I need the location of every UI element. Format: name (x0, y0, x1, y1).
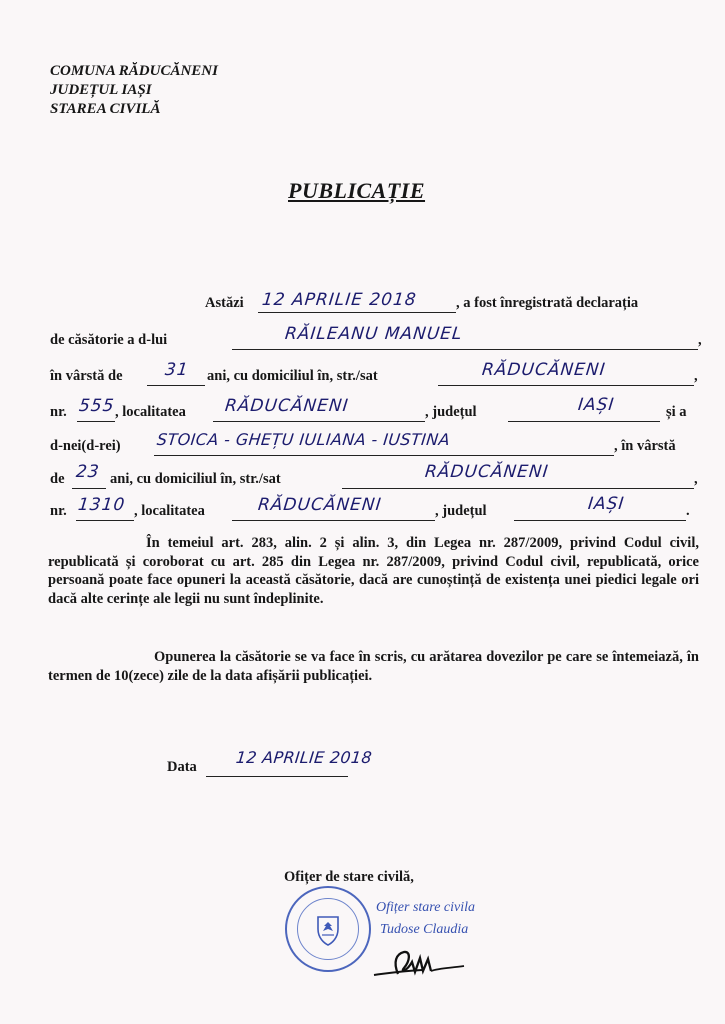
bride-judet-line (514, 520, 686, 521)
groom-judet-line (508, 421, 660, 422)
date-handwritten: 12 APRILIE 2018 (235, 748, 373, 767)
astazi-line (258, 312, 456, 313)
groom-name-handwritten: RĂILEANU MANUEL (283, 324, 464, 344)
bride-name-handwritten: STOICA - GHEȚU IULIANA - IUSTINA (156, 430, 452, 449)
bride-age-handwritten: 23 (74, 462, 101, 482)
legal-paragraph-1: În temeiul art. 283, alin. 2 și alin. 3, din Legea nr. 287/2009, privind Codul civil, republicată și coroborat cu art. 285 din Legea nr. 287/2009, privind Codul civil, republicată, orice persoană poate face opuneri la această căsătorie, dacă are cunoștință de existența unei piedici legale ori dacă alte cerințe ale legii nu sunt îndeplinite. (48, 535, 699, 607)
date-line (206, 776, 348, 777)
officer-label: Ofițer de stare civilă, (284, 869, 414, 885)
document-title: PUBLICAȚIE (288, 178, 426, 203)
date-label: Data (167, 759, 197, 775)
bride-localitatea-label: , localitatea (134, 503, 205, 519)
si-a-label: și a (666, 404, 687, 420)
bride-nr-handwritten: 1310 (76, 495, 127, 515)
bride-judet-handwritten: IAȘI (586, 494, 626, 514)
groom-village-line (438, 385, 694, 386)
groom-village-comma: , (694, 368, 698, 384)
bride-age-line (72, 488, 106, 489)
astazi-label: Astăzi (205, 295, 244, 311)
groom-age-handwritten: 31 (163, 360, 190, 380)
groom-village-handwritten: RĂDUCĂNENI (480, 360, 607, 380)
bride-judet-period: . (686, 503, 690, 519)
astazi-suffix: , a fost înregistrată declarația (456, 295, 639, 311)
header-county: JUDEȚUL IAȘI (50, 82, 152, 98)
groom-nr-label: nr. (50, 404, 67, 420)
stamp-officer-title: Ofițer stare civila (376, 900, 476, 915)
groom-line-comma: , (698, 332, 702, 348)
groom-localitatea-label: , localitatea (115, 404, 186, 420)
bride-label: d-nei(d-rei) (50, 438, 121, 454)
bride-village-handwritten: RĂDUCĂNENI (423, 462, 550, 482)
bride-village-comma: , (694, 471, 698, 487)
groom-age-suffix: ani, cu domiciliul în, str./sat (207, 368, 378, 384)
bride-nr-line (76, 520, 134, 521)
groom-nr-handwritten: 555 (77, 396, 116, 416)
groom-nr-line (77, 421, 115, 422)
bride-village-line (342, 488, 694, 489)
bride-line (154, 455, 614, 456)
groom-age-line (147, 385, 205, 386)
groom-judet-handwritten: IAȘI (576, 395, 616, 415)
stamp-officer-name: Tudose Claudia (380, 922, 469, 937)
groom-localitatea-line (213, 421, 425, 422)
astazi-date-handwritten: 12 APRILIE 2018 (260, 290, 418, 310)
bride-age-rest: ani, cu domiciliul în, str./sat (110, 471, 281, 487)
bride-age-suffix: , în vârstă (614, 438, 676, 454)
header-civil-status: STAREA CIVILĂ (50, 101, 161, 117)
header-commune: COMUNA RĂDUCĂNENI (50, 63, 218, 79)
bride-judet-label: , județul (435, 503, 487, 519)
legal-paragraph-2: Opunerea la căsătorie se va face în scris, cu arătarea dovezilor pe care se întemeiază, în termen de 10(zece) zile de la data afișării publicației. (48, 649, 699, 684)
official-round-stamp (285, 886, 371, 972)
bride-age-prefix: de (50, 471, 65, 487)
groom-localitatea-handwritten: RĂDUCĂNENI (223, 396, 350, 416)
bride-localitatea-line (232, 520, 435, 521)
groom-age-prefix: în vârstă de (50, 368, 123, 384)
bride-nr-label: nr. (50, 503, 67, 519)
coat-of-arms-icon (310, 912, 346, 948)
bride-localitatea-handwritten: RĂDUCĂNENI (256, 495, 383, 515)
officer-signature (368, 944, 478, 984)
groom-line (232, 349, 698, 350)
groom-judet-label: , județul (425, 404, 477, 420)
groom-label: de căsătorie a d-lui (50, 332, 168, 348)
